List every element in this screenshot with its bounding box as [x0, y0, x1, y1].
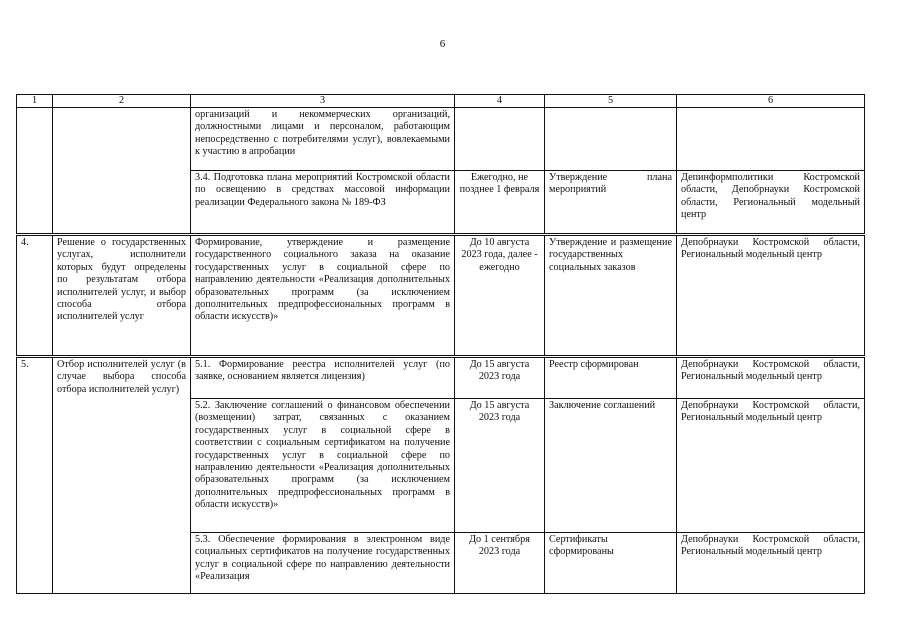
table-row-continuation	[17, 108, 865, 171]
cell-4-number: 4.	[17, 235, 53, 357]
cell-5-2-responsible: Депобрнауки Костромской области, Региональный модельный центр	[677, 399, 865, 533]
cell-item-3-stage	[53, 108, 191, 235]
cell-continuation-result	[545, 108, 677, 171]
cell-5-1-activity: 5.1. Формирование реестра исполнителей услуг (по заявке, основанием является лицензия)	[191, 357, 455, 399]
cell-4-result: Утверждение и размещение государственных социальных заказов	[545, 235, 677, 357]
cell-5-3-activity: 5.3. Обеспечение формирования в электронном виде социальных сертификатов на получение государственных услуг в социальной сфере по направлению деятельности «Реализация	[191, 533, 455, 594]
header-col-1: 1	[17, 95, 53, 108]
table-row-4	[17, 235, 865, 357]
cell-continuation-responsible	[677, 108, 865, 171]
cell-4-deadline: До 10 августа 2023 года, далее - ежегодно	[455, 235, 545, 357]
cell-4-stage: Решение о государственных услугах, исполнители которых будут определены по результатам отбора исполнителей услуг, и выбор способа отбора исполнителей услуг	[53, 235, 191, 357]
cell-item-3-number	[17, 108, 53, 235]
header-col-3: 3	[191, 95, 455, 108]
cell-5-number: 5.	[17, 357, 53, 594]
cell-4-responsible: Депобрнауки Костромской области, Региональный модельный центр	[677, 235, 865, 357]
header-col-2: 2	[53, 95, 191, 108]
cell-3-4-activity: 3.4. Подготовка плана мероприятий Костромской области по освещению в средствах массовой информации реализации Федерального закона № 189-ФЗ	[191, 171, 455, 235]
cell-3-4-deadline: Ежегодно, не позднее 1 февраля	[455, 171, 545, 235]
cell-5-2-deadline: До 15 августа 2023 года	[455, 399, 545, 533]
cell-3-4-result: Утверждение плана мероприятий	[545, 171, 677, 235]
cell-continuation-deadline	[455, 108, 545, 171]
cell-continuation-activity: организаций и некоммерческих организаций, должностными лицами и персоналом, работающим непосредственно с потребителями услуг), вовлекаемыми к участию в апробации	[191, 108, 455, 171]
cell-5-2-activity: 5.2. Заключение соглашений о финансовом обеспечении (возмещении) затрат, связанных с оказанием государственных услуг в социальной сфере в соответствии с социальным сертификатом на получение государственных услуг в социальной сфере по направлению деятельности «Реализация дополнительных образовательных программ (за исключением дополнительных предпрофессиональных программ в области искусств)»	[191, 399, 455, 533]
cell-5-3-deadline: До 1 сентября 2023 года	[455, 533, 545, 594]
cell-5-3-result: Сертификаты сформированы	[545, 533, 677, 594]
table-row-5-1	[17, 357, 865, 399]
header-row	[17, 95, 865, 108]
cell-5-1-result: Реестр сформирован	[545, 357, 677, 399]
cell-3-4-responsible: Депинформполитики Костромской области, Депобрнауки Костромской области, Региональный модельный центр	[677, 171, 865, 235]
cell-5-1-responsible: Депобрнауки Костромской области, Региональный модельный центр	[677, 357, 865, 399]
header-col-5: 5	[545, 95, 677, 108]
cell-5-1-deadline: До 15 августа 2023 года	[455, 357, 545, 399]
header-col-6: 6	[677, 95, 865, 108]
header-col-4: 4	[455, 95, 545, 108]
cell-5-stage: Отбор исполнителей услуг (в случае выбора способа отбора исполнителей услуг)	[53, 357, 191, 594]
cell-4-activity: Формирование, утверждение и размещение государственного социального заказа на оказание государственных услуг в социальной сфере по направлению деятельности «Реализация дополнительных образовательных программ (за исключением дополнительных предпрофессиональных программ в области искусств)»	[191, 235, 455, 357]
cell-5-3-responsible: Депобрнауки Костромской области, Региональный модельный центр	[677, 533, 865, 594]
cell-5-2-result: Заключение соглашений	[545, 399, 677, 533]
page-number: 6	[439, 38, 446, 50]
plan-table	[16, 94, 865, 594]
